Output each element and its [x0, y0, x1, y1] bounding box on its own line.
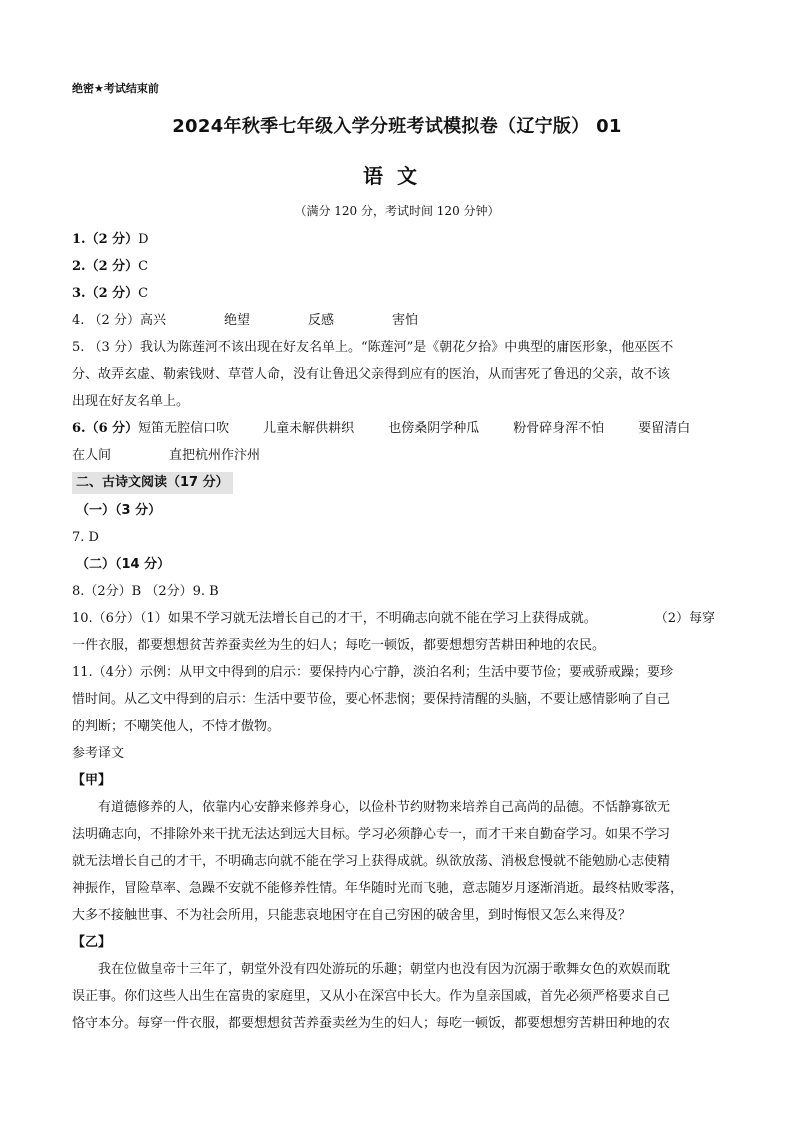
exam-note: （满分 120 分，考试时间 120 分钟） [294, 204, 500, 218]
q6-line2a: 在人间 [72, 448, 112, 463]
answer-q5-line1: 5. （3 分）我认为陈莲河不该出现在好友名单上。“陈莲河”是《朝花夕拾》中典型的庸医形象，他巫医不 [72, 340, 674, 355]
q10-text-b: （2）每穿 [654, 611, 715, 626]
jia-line: 有道德修养的人，依靠内心安静来修养身心，以俭朴节约财物来培养自己高尚的品德。不恬静寡欲无 [98, 800, 671, 815]
yi-line: 恪守本分。每穿一件衣服，都要想想贫苦养蚕卖丝为生的妇人；每吃一顿饭，都要想想穷苦耕田种地的农 [72, 1016, 671, 1031]
answer-q6-line2 [72, 442, 722, 469]
q6-number: 6. [72, 421, 86, 436]
q4-prefix: 4. （2 分） [72, 313, 140, 328]
q6-item: 儿童未解供耕织 [263, 421, 355, 436]
subject-title: 语文 [363, 164, 431, 188]
confidential-label: 绝密★考试结束前 [72, 82, 159, 95]
q1-answer: D [138, 232, 149, 247]
q3-score: （2 分） [85, 286, 139, 301]
answer-q2 [72, 253, 722, 280]
answer-q7: 7. D [72, 530, 99, 545]
q3-number: 3. [72, 286, 86, 301]
q4-word: 反感 [307, 313, 334, 328]
q2-number: 2. [72, 259, 86, 274]
q1-score: （2 分） [85, 232, 139, 247]
page-title: 2024年秋季七年级入学分班考试模拟卷（辽宁版） 01 [172, 116, 622, 137]
yi-label: 【乙】 [72, 935, 112, 950]
q2-score: （2 分） [85, 259, 139, 274]
answer-body [72, 226, 722, 1037]
q3-answer: C [138, 286, 149, 301]
answer-q11-line2: 惜时间。从乙文中得到的启示：生活中要节俭，要心怀悲悯；要保持清醒的头脑，不要让感情影响了自己 [72, 692, 671, 707]
part2-heading: （二）（14 分） [76, 557, 171, 572]
yi-line: 误正事。你们这些人出生在富贵的家庭里，又从小在深宫中长大。作为皇亲国戚，首先必须严格要求自己 [72, 989, 671, 1004]
q6-item: 要留清白 [638, 421, 691, 436]
q2-answer: C [138, 259, 149, 274]
q4-word: 绝望 [223, 313, 250, 328]
q10-text: 10.（6分）（1）如果不学习就无法增长自己的才干，不明确志向就不能在学习上获得成就。 [72, 611, 597, 626]
answer-q10-line1 [72, 605, 722, 632]
jia-line: 法明确志向，不排除外来干扰无法达到远大目标。学习必须静心专一，而才干来自勤奋学习。如果不学习 [72, 827, 671, 842]
q4-word: 害怕 [392, 313, 419, 328]
q6-item: 粉骨碎身浑不怕 [513, 421, 605, 436]
answer-q3 [72, 280, 722, 307]
jia-line: 神振作，冒险草率、急躁不安就不能修养性情。年华随时光而飞驰，意志随岁月逐渐消逝。最终枯败零落， [72, 881, 684, 896]
part1-heading: （一）（3 分） [76, 503, 162, 518]
answer-q6 [72, 415, 722, 442]
answer-q5-line2: 分、故弄玄虚、勒索钱财、草菅人命，没有让鲁迅父亲得到应有的医治，从而害死了鲁迅的父亲，故不该 [72, 367, 671, 382]
answer-q4 [72, 307, 722, 334]
reference-label: 参考译文 [72, 746, 125, 761]
jia-label: 【甲】 [72, 773, 112, 788]
q6-item: 也傍桑阴学种瓜 [388, 421, 480, 436]
jia-line: 就无法增长自己的才干，不明确志向就不能在学习上获得成就。纵欲放荡、消极怠慢就不能勉励心志使精 [72, 854, 671, 869]
jia-line: 大多不接触世事、不为社会所用，只能悲哀地困守在自己穷困的破舍里，到时悔恨又怎么来得及？ [72, 908, 632, 923]
answer-q11-line1: 11.（4分）示例：从甲文中得到的启示：要保持内心宁静，淡泊名利；生活中要节俭；要戒骄戒躁；要珍 [72, 665, 673, 680]
q6-line2b: 直把杭州作汴州 [169, 448, 261, 463]
section-heading: 二、古诗文阅读（17 分） [72, 472, 233, 494]
answer-q11-line3: 的判断；不嘲笑他人，不恃才傲物。 [72, 719, 281, 734]
q4-word: 高兴 [139, 313, 166, 328]
yi-line: 我在位做皇帝十三年了，朝堂外没有四处游玩的乐趣；朝堂内也没有因为沉溺于歌舞女色的欢娱而耽 [98, 962, 671, 977]
q6-item: 短笛无腔信口吹 [138, 421, 230, 436]
answer-q5-line3: 出现在好友名单上。 [72, 394, 190, 409]
q1-number: 1. [72, 232, 86, 247]
answer-q8-q9: 8.（2分）B （2分）9. B [72, 584, 219, 599]
answer-q10-line2: 一件衣服，都要想想贫苦养蚕卖丝为生的妇人；每吃一顿饭，都要想想穷苦耕田种地的农民。 [72, 638, 606, 653]
answer-q1 [72, 226, 722, 253]
q6-score: （6 分） [85, 421, 139, 436]
